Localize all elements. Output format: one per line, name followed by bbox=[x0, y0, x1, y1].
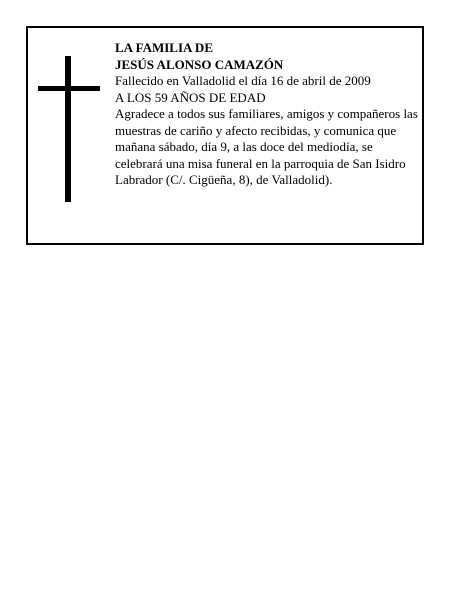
family-heading: LA FAMILIA DE bbox=[115, 40, 213, 55]
age-line: A LOS 59 AÑOS DE EDAD bbox=[115, 89, 266, 105]
notice-text bbox=[115, 40, 420, 189]
acknowledgement-text: Agradece a todos sus familiares, amigos y compañeros las muestras de cariño y afecto recibidas, y comunica que mañana sábado, día 9, a las doce del mediodía, se celebrará una misa funeral en la parroquia de San Isidro Labrador (C/. Cigüeña, 8), de Valladolid). bbox=[115, 106, 418, 187]
cross-horizontal-bar bbox=[38, 86, 100, 91]
deceased-name: JESÚS ALONSO CAMAZÓN bbox=[115, 56, 284, 72]
cross-icon bbox=[38, 56, 100, 202]
obituary-notice bbox=[26, 26, 424, 245]
death-details: Fallecido en Valladolid el día 16 de abril de 2009 bbox=[115, 73, 371, 88]
cross-vertical-bar bbox=[65, 56, 71, 202]
